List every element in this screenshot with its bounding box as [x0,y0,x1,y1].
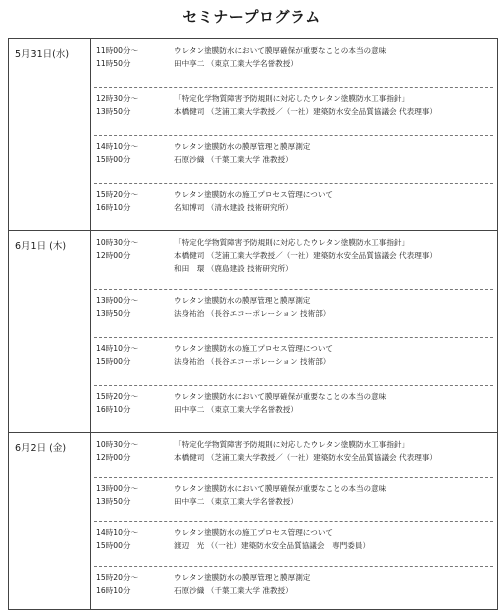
session-content [174,526,493,552]
session-speaker: 石原沙織 （千葉工業大学 准教授） [174,586,293,595]
page-title: セミナープログラム [182,8,321,26]
session-topic: ウレタン塗膜防水の膜厚管理と膜厚測定 [174,573,311,582]
start-time: 13時00分～ [96,296,139,305]
end-time: 13時50分 [96,107,131,116]
end-time: 12時00分 [96,453,131,462]
session-row [90,135,497,183]
session-content [174,482,493,508]
start-time: 15時20分～ [96,392,139,401]
start-time: 14時10分～ [96,142,139,151]
session-speaker: 本橋健司 （芝浦工業大学教授／（一社）建築防水安全品質協議会 代表理事） [174,107,438,116]
session-row [90,183,497,230]
day-date: 6月2日 (金) [15,443,67,454]
session-topic: ウレタン塗膜防水の施工プロセス管理について [174,344,334,353]
session-times [96,140,156,166]
session-row [90,566,497,610]
session-speaker: 法身祐治 （長谷エコーポレーション 技術部） [174,357,331,366]
start-time: 10時30分～ [96,238,139,247]
session-content [174,342,493,368]
session-times [96,188,156,214]
session-times [96,236,156,262]
session-content [174,236,493,275]
session-times [96,44,156,70]
session-content [174,140,493,166]
session-speaker: 法身祐治 （長谷エコーポレーション 技術部） [174,309,331,318]
session-times [96,438,156,464]
session-row [90,477,497,521]
start-time: 12時30分～ [96,94,139,103]
session-content [174,390,493,416]
session-row [90,521,497,566]
session-row [90,231,497,289]
session-times [96,390,156,416]
end-time: 15時00分 [96,541,131,550]
session-topic: ウレタン塗膜防水において膜厚確保が重要なことの本当の意味 [174,484,387,493]
session-times [96,92,156,118]
start-time: 14時10分～ [96,528,139,537]
day-date: 5月31日(水) [15,49,70,60]
session-topic: ウレタン塗膜防水において膜厚確保が重要なことの本当の意味 [174,46,387,55]
session-times [96,482,156,508]
session-content [174,188,493,214]
session-times [96,571,156,597]
session-content [174,44,493,70]
session-speaker: 渡辺 光 （（一社）建築防水安全品質協議会 専門委員） [174,541,371,550]
session-speaker: 名知博司 （清水建設 技術研究所） [174,203,293,212]
start-time: 10時30分～ [96,440,139,449]
session-topic: ウレタン塗膜防水の施工プロセス管理について [174,190,334,199]
session-speaker: 田中享二 （東京工業大学名誉教授） [174,59,298,68]
session-content [174,438,493,464]
day-block-may-31 [9,39,497,230]
day-date: 6月1日 (木) [15,241,67,252]
start-time: 15時20分～ [96,573,139,582]
day-block-jun-1 [9,230,497,432]
schedule-table [8,38,498,610]
session-topic: ウレタン塗膜防水の施工プロセス管理について [174,528,334,537]
session-speaker: 和田 環 （鹿島建設 技術研究所） [174,264,293,273]
session-row [90,385,497,433]
session-content [174,92,493,118]
end-time: 16時10分 [96,586,131,595]
session-speaker: 田中享二 （東京工業大学名誉教授） [174,497,298,506]
end-time: 15時00分 [96,357,131,366]
start-time: 11時00分～ [96,46,139,55]
session-topic: ウレタン塗膜防水の膜厚管理と膜厚測定 [174,142,311,151]
start-time: 14時10分～ [96,344,139,353]
session-times [96,526,156,552]
start-time: 15時20分～ [96,190,139,199]
session-topic: 「特定化学物質障害予防規則に対応したウレタン塗膜防水工事指針」 [174,440,410,449]
session-topic: ウレタン塗膜防水の膜厚管理と膜厚測定 [174,296,311,305]
session-row [90,433,497,477]
session-times [96,342,156,368]
session-speaker: 本橋健司 （芝浦工業大学教授／（一社）建築防水安全品質協議会 代表理事） [174,453,438,462]
end-time: 16時10分 [96,203,131,212]
session-speaker: 本橋健司 （芝浦工業大学教授／（一社）建築防水安全品質協議会 代表理事） [174,251,438,260]
day-block-jun-2 [9,432,497,609]
end-time: 12時00分 [96,251,131,260]
session-topic: ウレタン塗膜防水において膜厚確保が重要なことの本当の意味 [174,392,387,401]
end-time: 16時10分 [96,405,131,414]
session-row [90,39,497,87]
session-row [90,337,497,385]
session-row [90,289,497,337]
end-time: 15時00分 [96,155,131,164]
session-content [174,294,493,320]
end-time: 13時50分 [96,497,131,506]
session-speaker: 田中享二 （東京工業大学名誉教授） [174,405,298,414]
end-time: 13時50分 [96,309,131,318]
session-topic: 「特定化学物質障害予防規則に対応したウレタン塗膜防水工事指針」 [174,238,410,247]
end-time: 11時50分 [96,59,131,68]
session-speaker: 石原沙織 （千葉工業大学 准教授） [174,155,293,164]
session-topic: 「特定化学物質障害予防規則に対応したウレタン塗膜防水工事指針」 [174,94,410,103]
session-content [174,571,493,597]
start-time: 13時00分～ [96,484,139,493]
session-row [90,87,497,135]
session-times [96,294,156,320]
